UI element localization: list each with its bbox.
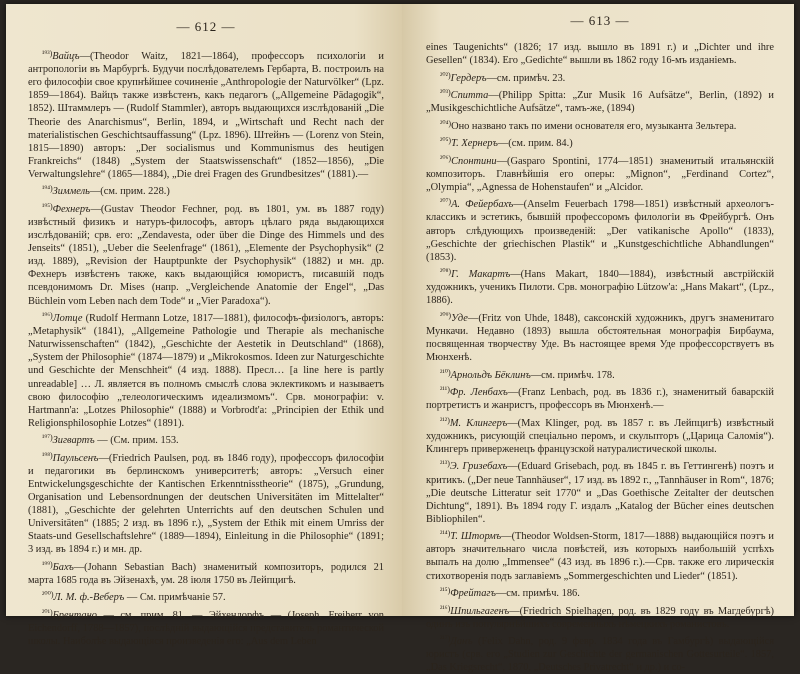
footnote-text: —см. примѣч. 178.: [530, 369, 615, 381]
left-page: [6, 4, 402, 648]
footnote-number: ²¹³): [440, 459, 450, 469]
footnote-heading: Арнольдъ Бёклинъ: [450, 369, 531, 381]
footnote-number: ¹⁹⁶): [42, 311, 53, 321]
footnote-number: ²⁰⁷): [440, 197, 452, 207]
footnote-number: ²¹²): [440, 415, 450, 425]
footnote-number: ²¹⁷): [440, 634, 451, 644]
footnote-text: —(Gustav Theodor Fechner, род. въ 1801, ум. въ 1887 году) извѣстный физикъ и натуръ-философъ, авторъ цѣлаго ряда выдающихся изслѣдованій; срв. его: „Zendavesta, oder über die Dinge des Himmels und des Jenseits“ (1851), „Ueber die Seelenfrage“ (1861), „Elemente der Psychophysik“ (2 изд. 1889), „Revision der Hauptpunkte der Psychophysik“ (1882) и мн. др. Фехнеръ извѣстенъ также, какъ выдающійся юмористъ, писавшій подъ псевдонимомъ Dr. Mises (напр. „Vergleichende Anatomie der Engel“, „Das Büchlein vom Leben nach dem Tode“ и „Vier Paradoxa“).: [28, 203, 384, 307]
footnote-heading: Данъ: [450, 636, 473, 648]
footnote-entry: [426, 632, 774, 674]
footnote-number: ²⁰³): [440, 88, 451, 98]
footnote-heading: Гердеръ: [450, 72, 487, 84]
footnote-number: ²⁰⁰): [42, 590, 54, 600]
footnote-number: ²¹⁶): [440, 603, 451, 613]
footnote-entry: [426, 602, 774, 631]
footnote-heading: Вайцъ: [52, 51, 80, 63]
footnote-heading: Фр. Ленбахъ: [449, 387, 508, 399]
footnote-text: eines Taugenichts“ (1826; 17 изд. вышло въ 1891 г.) и „Dichter und ihre Gesellen“ (1834). Его „Gedichte“ вышли въ 1862 году 16-мъ изданіемъ.: [426, 42, 774, 67]
footnote-text: — См. примѣчаніе 57.: [124, 592, 226, 604]
footnote-heading: Т. Хернеръ: [451, 138, 498, 150]
footnote-text: —(Eduard Grisebach, род. въ 1845 г. въ Геттингенѣ) поэтъ и критикъ. („Der neue Tannhäuser“, 17 изд. въ 1892 г., „Tannhäuser in Rom“, 1876; „Die deutsche Litteratur seit 1770“ и „Das Goethische Zeitalter der deutschen Dichtung“, 1891). Въ 1894 году Г. издалъ „Katalog der Bücher eines deutschen Bibliophilen“.: [426, 461, 774, 525]
page-number: — 612 —: [176, 19, 236, 34]
footnote-heading: М. Клингеръ: [449, 417, 508, 429]
footnote-text: — (См. прим. 153.: [94, 435, 179, 447]
footnote-entry: [426, 152, 774, 194]
footnote-entry: [426, 584, 774, 600]
footnote-heading: Спонтини: [451, 155, 497, 167]
footnote-number: ²¹¹): [440, 385, 450, 395]
footnote-heading: Г. Макартъ: [451, 269, 511, 281]
footnote-heading: Э. Гризебахъ: [449, 461, 508, 473]
footnote-entry: [28, 449, 384, 557]
footnote-number: ²¹⁰): [440, 367, 451, 377]
footnote-entry: [28, 200, 384, 308]
footnote-text: —(см. прим. 228.): [89, 186, 170, 198]
footnote-text: —(Friedrich Spielhagen, род. въ 1829 году въ Магдебургѣ) одинъ изъ популярнѣйшихъ современныхъ нѣмецкихъ романистовъ.: [426, 605, 774, 630]
footnote-entry: [426, 527, 774, 582]
footnote-number: ²⁰⁵): [440, 136, 452, 146]
footnote-entry: [426, 457, 774, 525]
footnote-text: (Felix Dahn, род. 9 февр. 1834 года въ Гамбургѣ) выдающійся юристъ (срв. его „Studien zur Geschichte der germanischen Gottesurteile“. 1857, „Das Kriegsrecht“, 1870, „Deutsches Privatrecht“ и др.) и со-: [426, 636, 774, 674]
footnote-heading: Уде: [451, 312, 468, 324]
footnote-entry: [426, 265, 774, 307]
footnote-text: —(Franz Lenbach, род. въ 1836 г.), знаменитый баварскій портретистъ и жанристъ, профессоръ въ Мюнхенѣ.—: [426, 387, 774, 412]
footnote-heading: Спитта: [450, 90, 489, 102]
footnote-entry: [426, 309, 774, 364]
footnote-heading: Фрейтагъ: [450, 588, 496, 600]
right-page: [402, 4, 794, 674]
footnote-text: —(Gasparo Spontini, 1774—1851) знаменитый итальянскій композиторъ. Главнѣйшія его оперы: „Mignon“, „Ferdinand Cortez“, „Olympia“, „Agnessa de Hohenstaufen“ и „Alcidor.: [426, 155, 774, 193]
footnote-text: —(Theodor Waitz, 1821—1864), профессоръ психологіи и антропологіи въ Марбургѣ. Будучи послѣдователемъ Гербарта, В. построилъ на его философіи свое крупнѣйшее сочиненіе „Anthropologie der Naturvölker“ (Lpz. 1859—1864). Вайцъ также извѣстенъ, какъ педагогъ („Allgemeine Pädagogik“, 1852). Штаммлеръ — (Rudolf Stammler), авторъ выдающихся изслѣдованій „Die Theorie des Anarchismus“, Berlin, 1894, и „Wirtschaft und Recht nach der materialistischen Geschichtsauffassung“ (Lpz. 1896). Штейнъ — (Lorenz von Stein, 1815—1890) авторъ: „Der socialismus und Kommunismus des heutigen Frankreichs“ (1848) „System der Staatswissenschaft“ (1852—1856), „Die Verwaltungslehre“ (1865—1884), „Die drei Fragen des Grundbesitzes“ (1881).—: [28, 51, 384, 180]
footnote-entry: [28, 606, 384, 648]
footnote-number: ²¹⁴): [440, 529, 451, 539]
footnote-number: ²⁰⁴): [440, 118, 452, 128]
footnote-entry: [426, 195, 774, 263]
footnote-number: ¹⁹⁵): [42, 201, 53, 211]
footnote-text: —(Friedrich Paulsen, род. въ 1846 году), профессоръ философіи и педагогики въ берлинскомъ университетѣ; авторъ: „Versuch einer Entwickelungsgeschichte der Kantischen Erkenntnisstheorie“ (1875), „Grundung, Organisation und Lebensordnungen der deutschen Universitäten im Mittelalter“ (1881), „Geschichte der gelehrten Unterrichts auf den deutschen Schulen und Universitäten“ (1885; 2 изд. въ 1896 г.), „System der Ethik mit einem Umriss der Staats-und Gesellschaftslehre“ (1889—1894), Einleitung in die Philosophie“ (1891; 3 изд. въ 1894 г.) и мн. др.: [28, 452, 384, 556]
footnote-text: —(Theodor Woldsen-Storm, 1817—1888) выдающійся поэтъ и авторъ значительнаго числа повѣстей, изъ которыхъ наибольшій успѣхъ выпалъ на долю „Immensee“ (43 изд. въ 1896 г.).—Срв. также его лирическія стихотворенія подъ заглавіемъ „Sommergeschichten und Lieder“ (1851).: [426, 531, 774, 582]
footnote-entry: [426, 117, 774, 133]
footnote-entry: [426, 414, 774, 456]
footnote-heading: Л. М. ф.-Веберъ: [53, 592, 125, 604]
footnote-entry: [28, 309, 384, 430]
footnotes-list: [28, 47, 384, 648]
footnote-text: —(см. прим. 84.): [497, 138, 573, 150]
footnote-heading: Зиммель: [52, 186, 90, 198]
footnote-number: ²⁰⁹): [440, 310, 452, 320]
footnote-number: ²¹⁵): [440, 586, 451, 596]
footnote-number: ²⁰¹): [42, 607, 53, 617]
footnote-text: —(Max Klinger, род. въ 1857 г. въ Лейпцигѣ) извѣстный художникъ, рисующій спеціально перомъ, и скульпторъ („Царица Саломія“). Клингеръ приверженецъ французской натуралистической школы.: [426, 417, 774, 455]
footnote-number: ¹⁹³): [42, 49, 53, 59]
footnote-entry: [28, 431, 384, 447]
footnote-text: —(Johann Sebastian Bach) знаменитый композиторъ, родился 21 марта 1685 года въ Эйзенахѣ, ум. 28 іюля 1750 въ Лейпцигѣ.: [28, 561, 384, 586]
footnote-heading: Шпильгагенъ: [450, 605, 510, 617]
footnote-entry: [28, 47, 384, 181]
footnote-heading: Брентано: [52, 609, 97, 621]
footnote-text: (Rudolf Hermann Lotze, 1817—1881), философъ-физіологъ, авторъ: „Metaphysik“ (1841), „Allgemeine Pathologie und Therapie als mechanische Naturwissenschaften“ (1842), „Geschichte der Aestetik in Deutschland“ (1868), „System der Philosophie“ (1874—1879) и „Mikrokosmos. Ideen zur Naturgeschichte und Geschichte der Menschheit“ (4 изд. 1888). Пресл… [a line here is partly unreadable] … Л. является въ полномъ смыслѣ слова эклектикомъ и называетъ свою философію „телеологическимъ идеализмомъ“. Срв. монографіи: v. Hartmann'a: „Lotzes Philosophie“ (1888) и Vorbrodt'a: „Principien der Ethik und Religionsphilosophie Lotzes“ (1891).: [28, 313, 384, 429]
footnote-text: —см. примѣч. 186.: [495, 588, 580, 600]
footnote-entry: [426, 86, 774, 115]
footnote-number: ¹⁹⁷): [42, 433, 53, 443]
footnote-entry: [28, 558, 384, 587]
footnote-number: ¹⁹⁴): [42, 184, 53, 194]
footnotes-list: [426, 41, 774, 674]
footnote-number: ¹⁹⁸): [42, 450, 53, 460]
footnote-heading: Лотце: [52, 313, 83, 325]
footnote-text: — см. прим. 81. — Эйхендорфъ — (Joseph, Freiherr von Eichendorff, 1788—1857), послѣдній выдающійся представитель романтической школы. Наиболѣе выдающіяся произведенія его: „Aus dem Leben: [28, 609, 384, 648]
footnote-heading: Зигвартъ: [52, 435, 95, 447]
footnote-number: ²⁰⁸): [440, 267, 452, 277]
footnote-heading: Бахъ: [52, 561, 74, 573]
footnote-number: ²⁰²): [440, 70, 451, 80]
footnote-entry: [28, 588, 384, 604]
footnote-entry: [426, 69, 774, 85]
footnote-heading: А. Фейербахъ: [451, 199, 514, 211]
footnote-number: ¹⁹⁹): [42, 559, 53, 569]
footnote-number: ²⁰⁶): [440, 153, 452, 163]
footnote-text: —(Anselm Feuerbach 1798—1851) извѣстный археологъ-классикъ и эстетикъ, бывшій профессоромъ филологіи въ Фрейбургѣ. Онъ авторъ слѣдующихъ произведеній: „Der vatikanische Apollo“ (1833), „Geschichte der griechischen Plastik“ и „Kunstgeschichtliche Abhandlungen“ (1853).: [426, 199, 775, 263]
footnote-heading: Т. Штормъ: [450, 531, 502, 543]
footnote-text: —(Fritz von Uhde, 1848), саксонскій художникъ, другъ знаменитаго Мункачи. Недавно (1893) вышла обстоятельная монографія Бирбаума, посвященная творчеству Уде. Въ настоящее время Уде профессорствуетъ въ Мюнхенѣ.: [426, 312, 774, 364]
footnote-text: —(Philipp Spitta: „Zur Musik 16 Aufsätze“, Berlin, (1892) и „Musikgeschichtliche Aufsätze“, тамъ-же, (1894): [426, 90, 774, 115]
footnote-entry: [426, 383, 774, 412]
footnote-entry: [28, 182, 384, 198]
footnote-heading: Паульсенъ: [52, 452, 99, 464]
footnote-heading: Фехнеръ: [52, 203, 91, 215]
page-number: — 613 —: [570, 13, 630, 28]
footnote-entry: [426, 41, 774, 67]
footnote-text: —см. примѣч. 23.: [486, 72, 566, 84]
footnote-text: —(Hans Makart, 1840—1884), извѣстный австрійскій художникъ, ученикъ Пилоти. Срв. монографію Lützow'a: „Hans Makart“, (Lpz., 1886).: [426, 269, 775, 307]
footnote-entry: [426, 134, 774, 150]
book-spread: [6, 4, 794, 674]
footnote-entry: [426, 366, 774, 382]
footnote-text: Оно названо такъ по имени основателя его, музыканта Зельтера.: [451, 120, 737, 132]
